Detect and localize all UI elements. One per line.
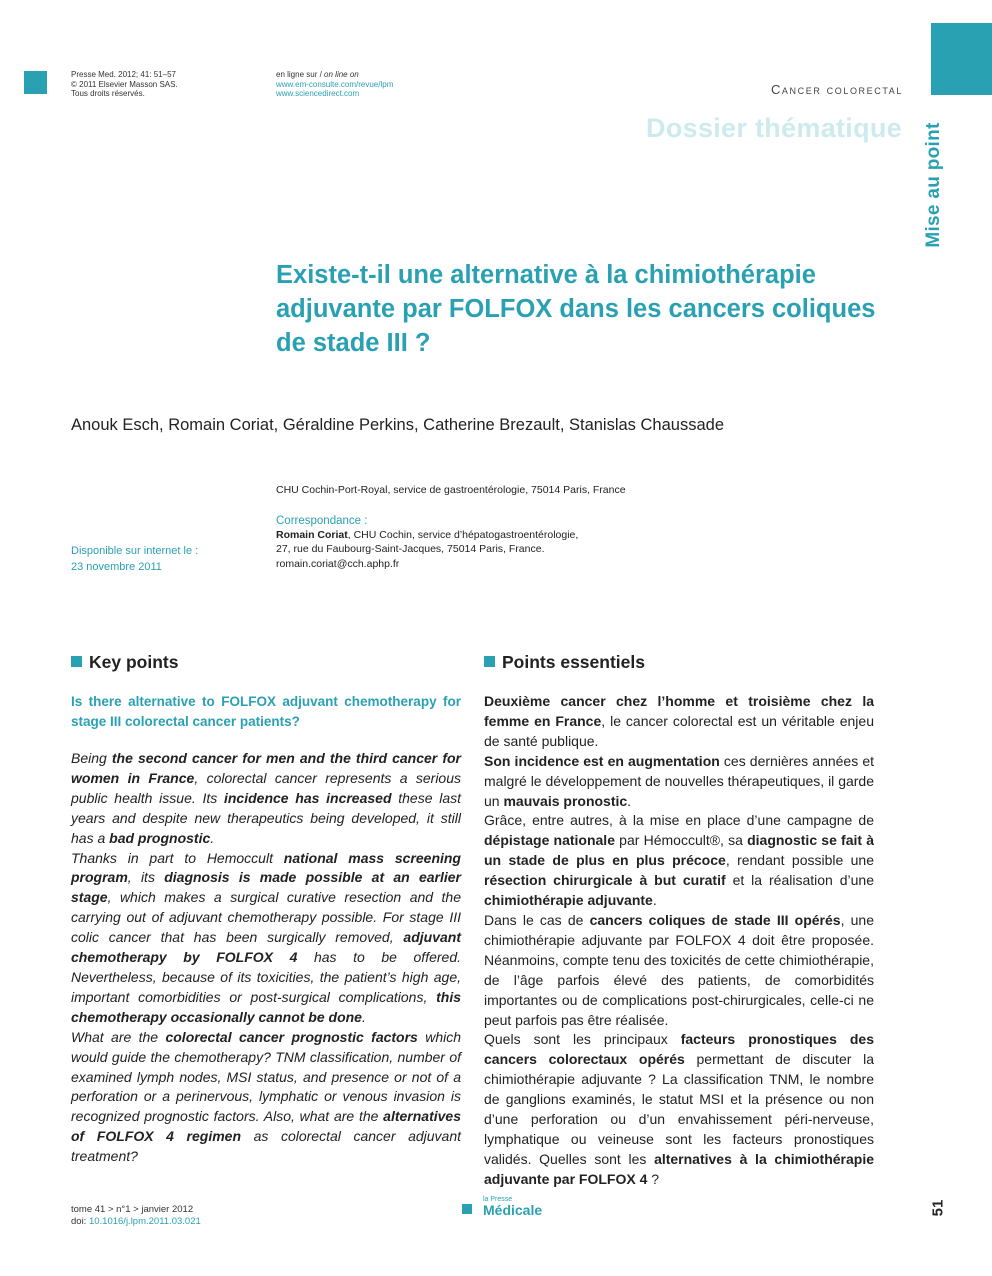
journal-info bbox=[71, 70, 178, 99]
body-text: ? bbox=[647, 1170, 660, 1187]
section-label: Cancer colorectal bbox=[770, 82, 903, 97]
body-text: these last years and despite new therapeutics being developed, it still has a bbox=[71, 789, 461, 846]
key-points-body bbox=[71, 749, 461, 1167]
journal-line-3: Tous droits réservés. bbox=[71, 89, 145, 98]
body-text: . bbox=[627, 792, 632, 809]
affiliation: CHU Cochin-Port-Royal, service de gastroentérologie, 75014 Paris, France bbox=[276, 484, 626, 496]
brand-small: la Presse bbox=[483, 1196, 513, 1203]
body-text: has to be offered. Nevertheless, because of its toxicities, the patient’s high age, important comorbidities or post-surgical complications, bbox=[71, 949, 461, 1005]
body-text: ces dernières années et malgré le développement de nouvelles thérapeutiques, il garde un bbox=[484, 752, 874, 809]
points-essentiels-paragraph bbox=[484, 911, 874, 1030]
link-sciencedirect[interactable]: www.sciencedirect.com bbox=[276, 89, 360, 98]
emphasis-text: Son incidence est en augmentation bbox=[484, 752, 720, 769]
emphasis-text: the second cancer for men and the third cancer for women in France bbox=[71, 750, 461, 786]
page-number-text: 51 bbox=[929, 1199, 947, 1217]
doi-link[interactable]: 10.1016/j.lpm.2011.03.021 bbox=[88, 1215, 201, 1227]
article-title: Existe-t-il une alternative à la chimiothérapie adjuvante par FOLFOX dans les cancers coliques de stade III ? bbox=[276, 261, 876, 357]
key-points-paragraph bbox=[71, 1028, 461, 1167]
brand-big: Médicale bbox=[483, 1202, 543, 1218]
availability bbox=[71, 543, 198, 575]
body-text: as colorectal cancer adjuvant treatment? bbox=[71, 1128, 461, 1165]
online-label-en: on line on bbox=[324, 70, 359, 79]
body-text: et la réalisation d’une bbox=[725, 872, 874, 889]
online-label-fr: en ligne sur / bbox=[276, 70, 322, 79]
points-essentiels-paragraph bbox=[484, 1030, 874, 1189]
points-essentiels-body bbox=[484, 692, 874, 1190]
body-text: Thanks in part to Hemoccult bbox=[71, 849, 284, 866]
page-number bbox=[922, 1196, 954, 1220]
body-text: What are the bbox=[71, 1028, 166, 1045]
emphasis-text: adjuvant chemotherapy by FOLFOX 4 bbox=[71, 929, 461, 966]
journal-line-1: Presse Med. 2012; 41: 51–57 bbox=[71, 70, 176, 79]
emphasis-text: mauvais pronostic bbox=[503, 792, 628, 809]
emphasis-text: facteurs pronostiques des cancers colorectaux opérés bbox=[484, 1031, 874, 1068]
heading-square-icon bbox=[71, 656, 82, 667]
emphasis-text: cancers coliques de stade III opérés bbox=[589, 911, 841, 928]
emphasis-text: incidence has increased bbox=[223, 789, 392, 806]
key-points-heading bbox=[71, 652, 178, 673]
emphasis-text: national mass screening program bbox=[71, 849, 461, 886]
body-text: , une chimiothérapie adjuvante par FOLFOX 4 doit être proposée. Néanmoins, compte tenu des toxicités de cette chimiothérapie, de l’âge parfois élevé des patients, de comorbidités importantes ou de complications post-chirurgicales, celle-ci ne peut parfois pas être réalisée. bbox=[484, 911, 875, 1028]
key-points-paragraph bbox=[71, 849, 461, 1028]
points-essentiels-heading bbox=[484, 652, 645, 673]
points-essentiels-heading-text: Points essentiels bbox=[502, 652, 645, 672]
points-essentiels-paragraph bbox=[484, 752, 874, 812]
emphasis-text: diagnostic se fait à un stade de plus en plus précoce bbox=[484, 832, 875, 869]
online-label bbox=[276, 70, 393, 80]
doi-line bbox=[71, 1216, 201, 1228]
points-essentiels-paragraph bbox=[484, 692, 874, 752]
correspondance bbox=[276, 514, 578, 571]
emphasis-text: chimiothérapie adjuvante bbox=[484, 892, 653, 909]
key-points-subtitle: Is there alternative to FOLFOX adjuvant chemotherapy for stage III colorectal cancer patients? bbox=[71, 694, 461, 729]
body-text: Dans le cas de bbox=[484, 911, 590, 928]
emphasis-text: dépistage nationale bbox=[484, 832, 615, 849]
brand-square-icon bbox=[462, 1204, 472, 1214]
correspondance-line-1 bbox=[276, 528, 578, 542]
emphasis-text: colorectal cancer prognostic factors bbox=[165, 1028, 418, 1045]
emphasis-text: résection chirurgicale à but curatif bbox=[484, 872, 726, 889]
online-info bbox=[276, 70, 393, 99]
body-text: , which makes a surgical curative resection and the carrying out of adjuvant chemotherapy possible. For stage III colic cancer that has been surgically removed, bbox=[71, 889, 461, 946]
article-authors: Anouk Esch, Romain Coriat, Géraldine Perkins, Catherine Brezault, Stanislas Chaussade bbox=[71, 416, 724, 434]
correspondance-email[interactable]: romain.coriat@cch.aphp.fr bbox=[276, 557, 400, 570]
link-em-consulte[interactable]: www.em-consulte.com/revue/lpm bbox=[276, 79, 394, 89]
correspondance-institution: , CHU Cochin, service d’hépatogastroentérologie, bbox=[347, 529, 579, 542]
emphasis-text: this chemotherapy occasionally cannot be done bbox=[71, 988, 461, 1025]
correspondance-name: Romain Coriat bbox=[276, 529, 348, 542]
body-text: Being bbox=[71, 750, 112, 766]
correspondance-label: Correspondance : bbox=[276, 515, 368, 527]
body-text: , colorectal cancer represents a serious public health issue. Its bbox=[71, 769, 462, 806]
available-date: 23 novembre 2011 bbox=[71, 561, 162, 573]
journal-line-2: © 2011 Elsevier Masson SAS. bbox=[71, 79, 178, 89]
correspondance-address: 27, rue du Faubourg-Saint-Jacques, 75014 Paris, France. bbox=[276, 543, 545, 556]
body-text: , rendant possible une bbox=[725, 852, 875, 869]
corner-square-top-right bbox=[931, 23, 992, 95]
heading-square-icon bbox=[484, 656, 495, 667]
emphasis-text: Deuxième cancer chez l’homme et troisième chez la femme en France bbox=[484, 693, 874, 729]
footer-info bbox=[71, 1204, 201, 1227]
body-text: permettant de discuter la chimiothérapie adjuvante ? La classification TNM, le nombre de ganglions examinés, le statut MSI et la présence ou non d’une perforation ou d’un envahissement péri-nerveuse, lymphatique ou veineuse sont les facteurs pronostiques validés. Quelles sont les bbox=[484, 1051, 874, 1167]
body-text: . bbox=[361, 1008, 366, 1025]
side-label bbox=[916, 118, 952, 252]
side-label-text: Mise au point bbox=[923, 122, 944, 248]
key-points-heading-text: Key points bbox=[89, 652, 179, 672]
body-text: Quels sont les principaux bbox=[484, 1031, 681, 1048]
body-text: , le cancer colorectal est un véritable enjeu de santé publique. bbox=[484, 712, 874, 749]
available-label: Disponible sur internet le : bbox=[71, 545, 199, 557]
body-text: . bbox=[210, 829, 215, 846]
doi-label: doi: bbox=[71, 1215, 89, 1227]
emphasis-text: alternatives à la chimiothérapie adjuvante par FOLFOX 4 bbox=[484, 1150, 874, 1187]
emphasis-text: alternatives of FOLFOX 4 regimen bbox=[71, 1108, 461, 1145]
issue-info: tome 41 > n°1 > janvier 2012 bbox=[71, 1204, 194, 1215]
points-essentiels-paragraph bbox=[484, 811, 874, 911]
dossier-label: Dossier thématique bbox=[646, 113, 902, 143]
body-text: , its bbox=[127, 869, 165, 886]
body-text: which would guide the chemotherapy? TNM classification, number of examined lymph nodes, MSI status, and presence or not of a perforation or a perinervous, lymphatic or venous invasion is recognized prognostic factors. Also, what are the bbox=[71, 1028, 462, 1125]
body-text: Grâce, entre autres, à la mise en place d’une campagne de bbox=[484, 812, 874, 829]
body-text: par Hémoccult®, sa bbox=[615, 832, 748, 849]
emphasis-text: diagnosis is made possible at an earlier stage bbox=[71, 869, 462, 906]
emphasis-text: bad prognostic bbox=[109, 829, 211, 846]
body-text: . bbox=[652, 892, 657, 909]
corner-square-left bbox=[24, 71, 47, 94]
key-points-paragraph bbox=[71, 749, 461, 849]
